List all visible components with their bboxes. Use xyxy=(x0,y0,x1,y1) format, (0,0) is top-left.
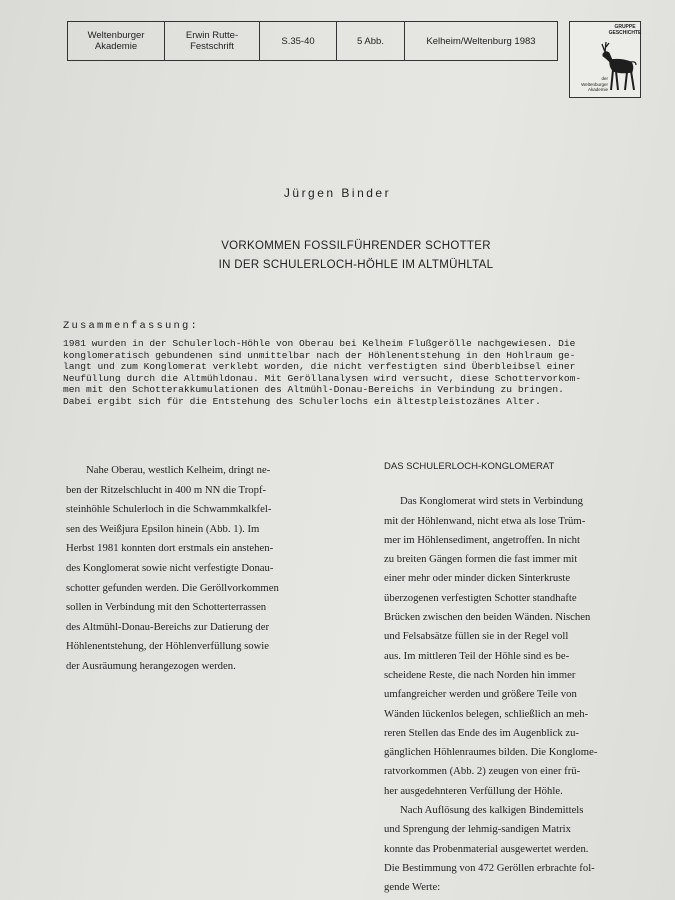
body-line: Die Bestimmung von 472 Geröllen erbrachte fol- xyxy=(384,861,595,874)
body-line: der Ausräumung herangezogen werden. xyxy=(66,659,236,672)
body-line: aus. Im mittleren Teil der Höhle sind es be- xyxy=(384,649,570,662)
body-line: Nahe Oberau, westlich Kelheim, dringt ne- xyxy=(86,464,271,476)
section-heading: DAS SCHULERLOCH-KONGLOMERAT xyxy=(384,461,555,472)
header-cell-pages: S.35-40 xyxy=(260,22,337,60)
body-line: Wänden lückenlos belegen, schließlich an meh- xyxy=(384,707,589,720)
left-column-text xyxy=(66,461,346,677)
abstract-line: 1981 wurden in der Schulerloch-Höhle von Oberau bei Kelheim Flußgerölle nachgewiesen. Die xyxy=(63,338,576,349)
header-cell-publisher: Weltenburger Akademie xyxy=(68,22,165,60)
body-line: mer im Höhlensediment, angetroffen. In nicht xyxy=(384,533,580,546)
body-line: gänglichen Höhlenraumes bilden. Die Konglome- xyxy=(384,746,598,759)
body-line: konnte das Probenmaterial ausgewertet werden. xyxy=(384,842,589,855)
body-line: Nach Auflösung des kalkigen Bindemittels xyxy=(400,804,584,817)
body-line: Höhlenentstehung, der Höhlenverfüllung sowie xyxy=(66,640,270,653)
body-line: des Altmühl-Donau-Bereichs zur Datierung der xyxy=(66,620,269,633)
title-line: VORKOMMEN FOSSILFÜHRENDER SCHOTTER xyxy=(221,240,491,252)
header-cell-series: Erwin Rutte- Festschrift xyxy=(165,22,260,60)
body-line: und Sprengung der lehmig-sandigen Matrix xyxy=(384,823,571,836)
body-line: her ausgedehnteren Verfüllung der Höhle. xyxy=(384,784,563,797)
right-column-text xyxy=(384,457,658,898)
abstract-heading: Zusammenfassung: xyxy=(63,320,200,332)
body-line: sen des Weißjura Epsilon hinein (Abb. 1). Im xyxy=(66,522,260,535)
body-line: überzogenen verfestigten Schotter standhafte xyxy=(384,591,577,604)
body-line: umfangreicher werden und größere Teile von xyxy=(384,688,577,701)
abstract-line: Dabei ergibt sich für die Entstehung des Schulerlochs ein ältestpleistozänes Alter. xyxy=(63,395,541,407)
body-line: steinhöhle Schulerloch in die Schwammkalkfel- xyxy=(66,503,272,516)
body-line: sollen in Verbindung mit den Schotterterrassen xyxy=(66,601,267,614)
body-line: einer mehr oder minder dicken Sinterkruste xyxy=(384,572,571,585)
abstract-line: men mit den Schotterakkumulationen des Altmühl-Donau-Bereichs in Verbindung zu bringen. xyxy=(63,384,564,395)
body-line: ratvorkommen (Abb. 2) zeugen von einer frü- xyxy=(384,765,581,778)
header-cell-figures: 5 Abb. xyxy=(337,22,405,60)
body-line: schotter gefunden werden. Die Geröllvorkommen xyxy=(66,581,279,594)
abstract-line: langt und zum Konglomerat verklebt worden, die nicht verfestigten sind Überbleibsel einer xyxy=(63,361,576,372)
body-line: mit der Höhlenwand, nicht etwa als lose Trüm- xyxy=(384,514,586,527)
body-line: scheidene Reste, die nach Norden hin immer xyxy=(384,668,576,681)
title-line: IN DER SCHULERLOCH-HÖHLE IM ALTMÜHLTAL xyxy=(218,259,494,271)
body-line: Das Konglomerat wird stets in Verbindung xyxy=(400,495,583,508)
body-line: gende Werte: xyxy=(384,881,441,894)
abstract-line: konglomeratisch gebundenen sind unmittelbar nach der Höhlenentstehung in den Hohlraum ge- xyxy=(63,349,576,361)
body-line: zu breiten Gängen formen die fast immer mit xyxy=(384,553,578,566)
logo-title: GRUPPE GESCHICHTE xyxy=(608,24,642,36)
body-line: reren Stellen das Ende des im Augenblick zu- xyxy=(384,726,579,739)
abstract-text xyxy=(63,338,653,407)
body-line: Brücken zwischen den beiden Wänden. Nischen xyxy=(384,611,591,624)
header-table xyxy=(67,21,558,61)
author-name: Jürgen Binder xyxy=(283,186,392,200)
body-line: Herbst 1981 konnten dort erstmals ein anstehen- xyxy=(66,542,274,555)
logo-subtitle: der Weltenburger Akademie xyxy=(581,76,608,92)
abstract-line: Neufüllung durch die Altmühldonau. Mit Geröllanalysen wird versucht, diese Schottervorkom- xyxy=(63,372,582,384)
body-line: des Konglomerat sowie nicht verfestigte Donau- xyxy=(66,561,274,574)
article-title xyxy=(0,237,675,275)
logo xyxy=(569,21,641,98)
header-cell-place-year: Kelheim/Weltenburg 1983 xyxy=(426,35,536,47)
body-line: und Felsabsätze füllen sie in der Regel voll xyxy=(384,630,569,643)
body-line: ben der Ritzelschlucht in 400 m NN die Tropf- xyxy=(66,483,267,496)
